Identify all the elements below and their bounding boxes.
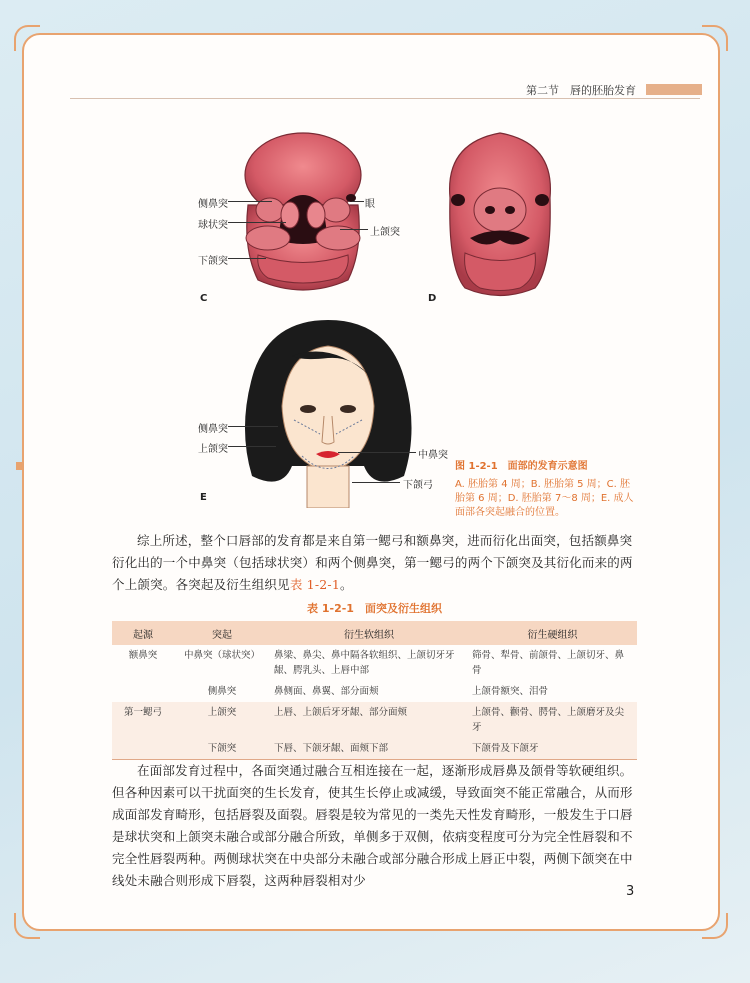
adult-face-illustration-e (232, 316, 424, 508)
panel-label-d: D (428, 293, 437, 304)
paragraph-end: 。 (340, 577, 353, 592)
corner-ornament (14, 25, 40, 51)
table-cell: 侧鼻突 (207, 686, 237, 697)
table-cell: 鼻梁、鼻尖、鼻中隔各软组织、上颌切牙牙龈、腭乳头、上唇中部 (274, 650, 455, 676)
table-cell: 上颌突 (174, 702, 270, 738)
section-title: 第二节 唇的胚胎发育 (526, 84, 636, 97)
table-cell: 下唇、下颌牙龈、面颊下部 (270, 738, 468, 760)
leader-line (228, 446, 276, 447)
column-header: 衍生硬组织 (468, 621, 637, 645)
table-cell: 下颌突 (174, 738, 270, 760)
table-cell (112, 681, 174, 702)
table-cell: 中鼻突（球状突） (183, 650, 260, 661)
table-cell: 第一鳃弓 (112, 702, 174, 738)
annotation-medial-nasal: 中鼻突 (418, 450, 448, 461)
table-cell: 鼻侧面、鼻翼、部分面颊 (274, 686, 379, 697)
annotation-maxillary: 上颌突 (198, 444, 228, 455)
annotation-mandibular: 下颌突 (198, 256, 228, 267)
corner-ornament (702, 25, 728, 51)
corner-ornament (14, 913, 40, 939)
table-cell: 额鼻突 (128, 650, 158, 661)
body-paragraph-1 (112, 530, 637, 596)
page-number: 3 (626, 884, 635, 899)
leader-line (228, 426, 278, 427)
leader-line (228, 222, 286, 223)
header-rule (70, 98, 700, 99)
leader-line (340, 229, 368, 230)
table-row (112, 738, 637, 760)
panel-label-c: C (200, 293, 208, 304)
figure-caption-title: 图 1-2-1 面部的发育示意图 (455, 461, 588, 472)
annotation-globular: 球状突 (198, 220, 228, 231)
panel-label-e: E (200, 492, 207, 503)
leader-line (352, 482, 400, 483)
corner-ornament (702, 913, 728, 939)
leader-line (228, 201, 272, 202)
table-row (112, 681, 637, 702)
page-edge-mark (16, 462, 22, 470)
table-title: 表 1-2-1 面突及衍生组织 (307, 602, 442, 615)
embryo-illustration-d (440, 128, 560, 306)
annotation-maxillary: 上颌突 (370, 227, 400, 238)
derivatives-table (112, 621, 637, 760)
table-cell: 下颌骨及下颌牙 (468, 738, 637, 760)
running-header (450, 82, 700, 98)
paragraph-text: 综上所述，整个口唇部的发育都是来自第一鳃弓和额鼻突，进而衍化出面突，包括额鼻突衍化出的一个中鼻突（包括球状突）和两个侧鼻突，第一鳃弓的两个下颌突及其衍化而来的两个上颌突。各突起及衍生组织见 (112, 533, 633, 592)
figure-caption (455, 457, 635, 520)
header-accent-bar (646, 84, 702, 95)
table-header-row (112, 621, 637, 645)
leader-line (338, 452, 416, 453)
body-paragraph-2: 在面部发育过程中，各面突通过融合互相连接在一起，逐渐形成唇鼻及颌骨等软硬组织。但各种因素可以干扰面突的生长发育，使其生长停止或减缓，导致面突不能正常融合，从而形成面部发育畸形，包括唇裂及面裂。唇裂是较为常见的一类先天性发育畸形，一般发生于口唇是球状突和上颌突未融合或部分融合所致，单侧多于双侧，依病变程度可分为完全性唇裂和不完全性唇裂两种。两侧球状突在中央部分未融合或部分融合形成上唇正中裂，两侧下颌突在中线处未融合则形成下唇裂，这两种唇裂相对少 (112, 763, 633, 888)
table-cell: 上唇、上颌后牙牙龈、部分面颊 (270, 702, 468, 738)
leader-line (228, 258, 266, 259)
figure-caption-body: A. 胚胎第 4 周；B. 胚胎第 5 周；C. 胚胎第 6 周；D. 胚胎第 7～8 周；E. 成人面部各突起融合的位置。 (455, 479, 634, 518)
table-cell (112, 738, 174, 760)
embryo-illustration-c (228, 130, 378, 295)
table-row (112, 702, 637, 738)
table-row (112, 645, 637, 681)
table-cell: 筛骨、犁骨、前颌骨、上颌切牙、鼻骨 (472, 650, 625, 676)
annotation-lateral-nasal: 侧鼻突 (198, 424, 228, 435)
column-header: 衍生软组织 (270, 621, 468, 645)
table-cell: 上颌骨额突、泪骨 (472, 686, 549, 697)
table-reference-link[interactable]: 表 1-2-1 (289, 577, 340, 592)
column-header: 突起 (174, 621, 270, 645)
annotation-lateral-nasal: 侧鼻突 (198, 199, 228, 210)
column-header: 起源 (112, 621, 174, 645)
annotation-eye: 眼 (365, 199, 375, 210)
table-cell: 上颌骨、颧骨、腭骨、上颌磨牙及尖牙 (468, 702, 637, 738)
annotation-mandibular-arch: 下颌弓 (403, 480, 433, 491)
leader-line (352, 201, 364, 202)
